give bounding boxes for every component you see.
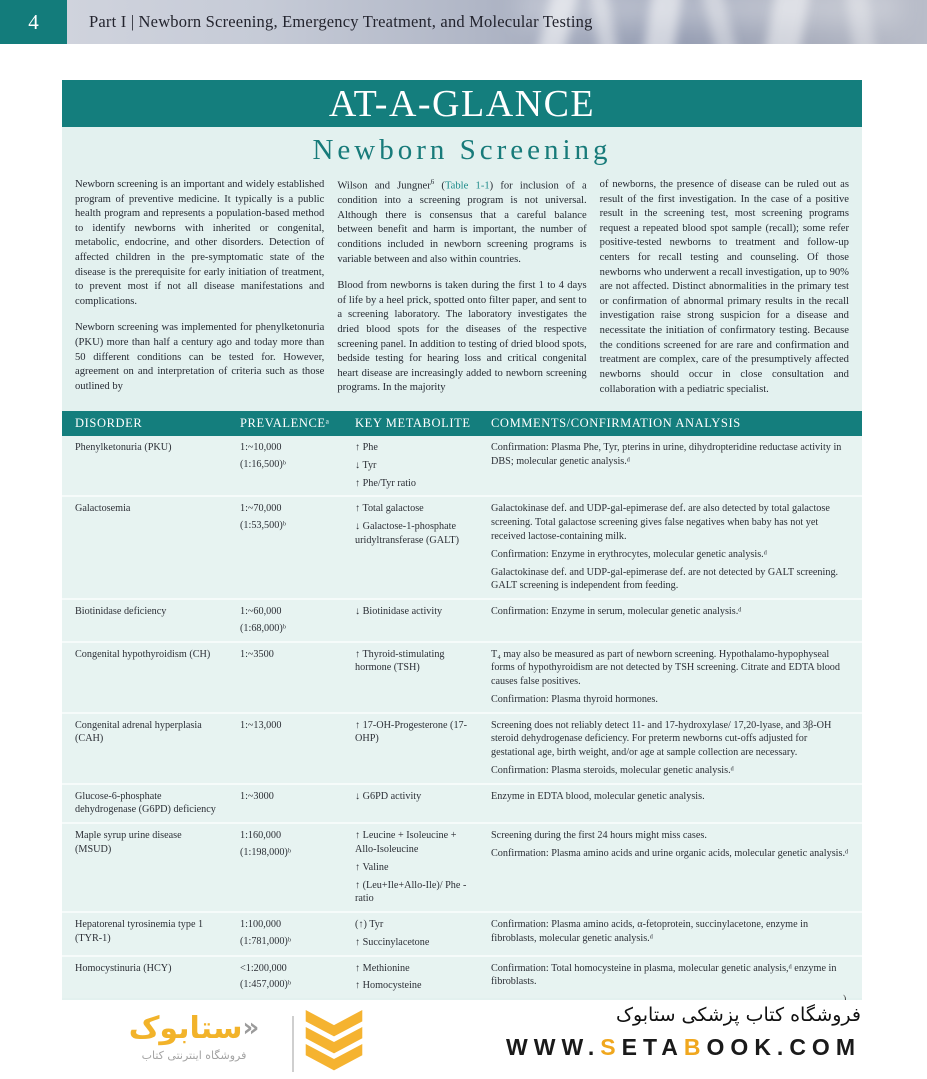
metabolite-line: ↑ Methionine bbox=[355, 962, 410, 974]
intro-text: ( bbox=[434, 180, 445, 192]
column-header-key-metabolite: KEY METABOLITE bbox=[355, 416, 471, 431]
metabolite-line: ↑ Leucine + Isoleucine + Allo-Isoleucine bbox=[355, 830, 457, 855]
metabolite-line: ↑ Phe/Tyr ratio bbox=[355, 477, 416, 489]
logo-divider bbox=[292, 1016, 294, 1072]
url-segment: B bbox=[683, 1034, 707, 1060]
comment-paragraph: Confirmation: Plasma amino acids, α-fetoprotein, succinylacetone, enzyme in fibroblasts, molecular genetic analysis.ᵈ bbox=[491, 919, 809, 944]
prevalence-line: 1:160,000 bbox=[240, 830, 282, 842]
setabook-logo bbox=[104, 1012, 284, 1062]
at-a-glance-banner: AT-A-GLANCE bbox=[62, 80, 862, 127]
table-row bbox=[62, 495, 862, 598]
url-segment: ETA bbox=[621, 1034, 684, 1060]
page-header-strip bbox=[0, 0, 927, 44]
metabolite-line: ↑ Succinylacetone bbox=[355, 936, 430, 948]
prevalence-cell bbox=[227, 441, 342, 490]
running-header: Part I | Newborn Screening, Emergency Treatment, and Molecular Testing bbox=[89, 12, 593, 31]
prevalence-cell bbox=[227, 502, 342, 593]
metabolite-line: ↓ Galactose-1-phosphate uridyltransferase (GALT) bbox=[355, 521, 460, 546]
prevalence-line: <1:200,000 bbox=[240, 962, 287, 974]
comments-cell bbox=[478, 719, 862, 778]
prevalence-line: 1:~10,000 bbox=[240, 442, 282, 454]
prevalence-cell bbox=[227, 962, 342, 994]
intro-paragraph: Newborn screening was implemented for phenylketonuria (PKU) more than half a century ago and today more than 50 different conditions can be tested for. However, agreement on and interpretation of criteria such as those outlined by bbox=[75, 322, 325, 392]
intro-column-1 bbox=[75, 178, 324, 397]
disorder-cell: Congenital hypothyroidism (CH) bbox=[75, 648, 211, 660]
prevalence-line: (1:198,000)ᵇ bbox=[240, 846, 291, 858]
comment-paragraph: Confirmation: Plasma thyroid hormones. bbox=[491, 693, 658, 705]
intro-paragraph: Blood from newborns is taken during the first 1 to 4 days of life by a heel prick, spotted onto filter paper, and sent to a screening laboratory. The laboratory investigates the dried blood spots for the diseases of the respective screening panel. In addition to testing of dried blood spots, bedside testing for hearing loss and critical congenital heart disease are increasingly added to newborn screening programs. In the majority bbox=[337, 280, 587, 394]
metabolite-cell bbox=[342, 502, 478, 593]
intro-text: ) for inclusion of a condition into a screening program is not universal. Although there is consensus that a careful balance between benefit and harm is important, the number of conditions included in newborn screening programs is variable between and also within countries. bbox=[337, 180, 587, 265]
prevalence-line: 1:100,000 bbox=[240, 919, 282, 931]
comments-cell bbox=[478, 605, 862, 636]
metabolite-line: ↑ Homocysteine bbox=[355, 980, 422, 992]
metabolite-line: ↑ Total galactose bbox=[355, 503, 424, 515]
metabolite-line: ↑ Thyroid-stimulating hormone (TSH) bbox=[355, 648, 445, 674]
column-header-comments: COMMENTS/CONFIRMATION ANALYSIS bbox=[491, 416, 741, 431]
prevalence-line: (1:781,000)ᵇ bbox=[240, 935, 291, 947]
comment-paragraph: Enzyme in EDTA blood, molecular genetic analysis. bbox=[491, 790, 705, 802]
setabook-wordmark bbox=[104, 1012, 284, 1045]
metabolite-line: ↓ Tyr bbox=[355, 459, 377, 471]
guillemet-icon: « bbox=[242, 1013, 260, 1043]
metabolite-line: ↓ Biotinidase activity bbox=[355, 606, 443, 618]
setabook-persian-line: فروشگاه کتاب پزشکی ستابوک bbox=[615, 1004, 861, 1026]
intro-text: Wilson and Jungner bbox=[337, 180, 431, 192]
disorder-cell: Homocystinuria (HCY) bbox=[75, 962, 172, 974]
setabook-right-text bbox=[461, 1004, 861, 1061]
metabolite-cell bbox=[342, 605, 478, 636]
comments-cell bbox=[478, 648, 862, 707]
table-row bbox=[62, 641, 862, 712]
prevalence-line: 1:~60,000 bbox=[240, 606, 282, 618]
setabook-url[interactable] bbox=[461, 1034, 861, 1061]
intro-paragraph: of newborns, the presence of disease can be ruled out as result of the first investigation. In the case of a positive result in the screening test, most screening programs request a repeated blood spot sample (recall); some refer positive-tested newborns to treatment and follow-up centers for recall testing and counseling. Of those newborns who underwent a recall investigation, up to 90% are not affected. Distinct abnormalities in the primary test or confirmation of abnormal primary results in the recall investigation raise strong suspicion for a disease and necessitate the initiation of confirmatory testing. Because the conditions screened for are rare and confirmation and treatment are complex, care of the presumptively affected newborns should occur in close consultation and collaboration with a pediatric specialist. bbox=[599, 179, 849, 395]
intro-column-2 bbox=[337, 178, 586, 397]
intro-paragraph bbox=[337, 178, 586, 267]
table-row bbox=[62, 436, 862, 495]
prevalence-line: (1:16,500)ᵇ bbox=[240, 458, 286, 470]
intro-column-3 bbox=[600, 178, 849, 397]
wordmark-text: ستابوک bbox=[128, 1011, 243, 1046]
prevalence-line: (1:68,000)ᵇ bbox=[240, 622, 286, 634]
metabolite-line: ↑ 17-OH-Progesterone (17-OHP) bbox=[355, 719, 468, 745]
newborn-screening-table bbox=[62, 411, 862, 998]
prevalence-line: 1:~13,000 bbox=[240, 719, 282, 731]
comments-cell bbox=[478, 918, 862, 950]
comment-paragraph: Confirmation: Plasma Phe, Tyr, pterins in urine, dihydropteridine reductase activity in DBS; molecular genetic analysis.ᵈ bbox=[491, 442, 842, 467]
table-row bbox=[62, 911, 862, 955]
url-segment: WWW. bbox=[506, 1034, 601, 1060]
column-header-prevalence: PREVALENCEᵃ bbox=[240, 416, 330, 431]
table-header-row bbox=[62, 411, 862, 436]
comment-paragraph: Screening does not reliably detect 11- and 17-hydroxylase/ 17,20-lyase, and 3β-OH steroid dehydrogenase deficiency. For preterm newborns cut-offs adjusted for gestational age, birth weight, and/or age at sample collection are necessary. bbox=[491, 719, 832, 759]
intro-paragraph: Newborn screening is an important and widely established program of preventive medicine. It typically is a public health program and represents a population-based method to identify newborns with inherited or congenital, metabolic, endocrine, and other disorders. Detection of affected children in the pre-symptomatic state of the disease is the prerequisite for early initiation of treatment, to prevent most if not all disease manifestations and complications. bbox=[75, 179, 325, 307]
comment-paragraph: Confirmation: Total homocysteine in plasma, molecular genetic analysis,ᵈ enzyme in fibroblasts. bbox=[491, 962, 837, 988]
prevalence-cell bbox=[227, 605, 342, 636]
table-1-1-link[interactable]: Table 1-1 bbox=[444, 180, 490, 192]
chevron-logo-icon bbox=[303, 1010, 365, 1079]
metabolite-line: (↑) Tyr bbox=[355, 919, 384, 931]
metabolite-line: ↑ Phe bbox=[355, 442, 378, 454]
disorder-cell: Congenital adrenal hyperplasia (CAH) bbox=[75, 719, 202, 745]
disorder-cell: Maple syrup urine disease (MSUD) bbox=[75, 830, 182, 855]
disorder-cell: Phenylketonuria (PKU) bbox=[75, 442, 172, 454]
comment-paragraph: T₄ may also be measured as part of newborn screening. Hypothalamo-hypophyseal forms of hypothyroidism are not detected by TSH screening. Citrate and EDTA blood causes false positives. bbox=[491, 648, 840, 688]
table-row bbox=[62, 822, 862, 911]
prevalence-line: 1:~3000 bbox=[240, 790, 274, 802]
table-row bbox=[62, 955, 862, 999]
metabolite-line: ↑ Valine bbox=[355, 861, 389, 873]
column-header-disorder: DISORDER bbox=[75, 416, 143, 431]
url-segment: S bbox=[600, 1034, 622, 1060]
prevalence-line: 1:~3500 bbox=[240, 648, 274, 660]
at-a-glance-block bbox=[62, 80, 862, 1002]
metabolite-cell bbox=[342, 829, 478, 906]
screening-table-body bbox=[62, 436, 862, 998]
prevalence-cell bbox=[227, 829, 342, 906]
metabolite-cell bbox=[342, 962, 478, 994]
disorder-cell: Biotinidase deficiency bbox=[75, 606, 167, 618]
comment-paragraph: Screening during the first 24 hours might miss cases. bbox=[491, 830, 707, 842]
comments-cell bbox=[478, 502, 862, 593]
prevalence-cell bbox=[227, 648, 342, 707]
table-row bbox=[62, 783, 862, 823]
comments-cell bbox=[478, 829, 862, 906]
article-title: Newborn Screening bbox=[312, 134, 612, 166]
metabolite-cell bbox=[342, 441, 478, 490]
comment-paragraph: Confirmation: Plasma amino acids and urine organic acids, molecular genetic analysis.ᵈ bbox=[491, 847, 849, 859]
comment-paragraph: Confirmation: Enzyme in serum, molecular genetic analysis.ᵈ bbox=[491, 606, 742, 618]
comment-paragraph: Confirmation: Plasma steroids, molecular genetic analysis.ᵈ bbox=[491, 764, 734, 776]
url-segment: OOK.COM bbox=[706, 1034, 861, 1060]
intro-columns bbox=[62, 174, 862, 397]
metabolite-cell bbox=[342, 790, 478, 818]
disorder-cell: Glucose-6-phosphate dehydrogenase (G6PD) deficiency bbox=[75, 790, 216, 816]
setabook-watermark-band bbox=[0, 1000, 927, 1079]
comments-cell bbox=[478, 441, 862, 490]
metabolite-cell bbox=[342, 719, 478, 778]
table-row bbox=[62, 712, 862, 783]
metabolite-cell bbox=[342, 918, 478, 950]
prevalence-line: (1:53,500)ᵇ bbox=[240, 520, 286, 532]
table-row bbox=[62, 598, 862, 641]
disorder-cell: Hepatorenal tyrosinemia type 1 (TYR-1) bbox=[75, 919, 204, 944]
prevalence-line: (1:457,000)ᵇ bbox=[240, 979, 291, 991]
metabolite-line: ↓ G6PD activity bbox=[355, 790, 422, 802]
metabolite-line: ↑ (Leu+Ile+Allo-Ile)/ Phe -ratio bbox=[355, 879, 467, 905]
prevalence-cell bbox=[227, 790, 342, 818]
setabook-tagline: فروشگاه اینترنتی کتاب bbox=[141, 1049, 247, 1062]
comment-paragraph: Galactokinase def. and UDP-gal-epimerase def. are not detected by GALT screening. GALT screening is independent from feeding. bbox=[491, 566, 839, 592]
disorder-cell: Galactosemia bbox=[75, 503, 131, 515]
comment-paragraph: Confirmation: Enzyme in erythrocytes, molecular genetic analysis.ᵈ bbox=[491, 548, 767, 560]
comments-cell bbox=[478, 962, 862, 994]
comments-cell bbox=[478, 790, 862, 818]
metabolite-cell bbox=[342, 648, 478, 707]
comment-paragraph: Galactokinase def. and UDP-gal-epimerase def. are also detected by total galactose screening. Total galactose screening gives false negatives when baby has not yet received lactose-containing milk. bbox=[491, 503, 830, 542]
prevalence-line: 1:~70,000 bbox=[240, 503, 282, 515]
prevalence-cell bbox=[227, 719, 342, 778]
page-number: 4 bbox=[0, 0, 67, 44]
prevalence-cell bbox=[227, 918, 342, 950]
reference-superscript: 6 bbox=[430, 178, 435, 186]
